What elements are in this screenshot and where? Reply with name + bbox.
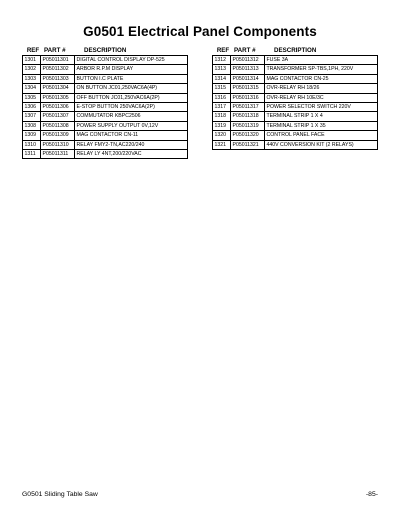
cell-part-number: P05011317 [231,103,265,112]
cell-ref: 1303 [23,74,41,83]
table-row [213,103,378,112]
cell-description: TERMINAL STRIP 1 X 35 [265,121,378,130]
header-ref: REF [26,47,40,54]
cell-description: POWER SUPPLY OUTPUT 0V,12V [75,121,188,130]
cell-part-number: P05011309 [41,131,75,140]
cell-part-number: P05011308 [41,121,75,130]
table-row [23,150,188,159]
cell-ref: 1318 [213,112,231,121]
cell-ref: 1307 [23,112,41,121]
cell-part-number: P05011310 [41,140,75,149]
cell-description: OFF BUTTON JC01,250VAC6A(2P) [75,93,188,102]
cell-description: DIGITAL CONTROL DISPLAY DP-525 [75,56,188,65]
cell-description: MAG CONTACTOR CN-11 [75,131,188,140]
cell-part-number: P05011319 [231,121,265,130]
cell-ref: 1309 [23,131,41,140]
cell-part-number: P05011307 [41,112,75,121]
cell-description: E-STOP BUTTON 250VAC6A(2P) [75,103,188,112]
table-row [213,140,378,149]
header-part: PART # [234,47,256,54]
cell-part-number: P05011311 [41,150,75,159]
cell-description: 440V CONVERSION KIT (2 RELAYS) [265,140,378,149]
cell-description: FUSE 3A [265,56,378,65]
cell-description: TERMINAL STRIP 1 X 4 [265,112,378,121]
cell-part-number: P05011320 [231,131,265,140]
cell-part-number: P05011315 [231,84,265,93]
footer-page-number: -85- [365,491,378,498]
table-row [23,131,188,140]
page-title: G0501 Electrical Panel Components [83,24,317,39]
cell-ref: 1320 [213,131,231,140]
header-description: DESCRIPTION [84,47,127,54]
cell-part-number: P05011316 [231,93,265,102]
table-header [22,44,188,55]
header-part: PART # [44,47,66,54]
cell-part-number: P05011302 [41,65,75,74]
table-row [23,84,188,93]
cell-ref: 1316 [213,93,231,102]
cell-ref: 1310 [23,140,41,149]
table-header [212,44,378,55]
cell-part-number: P05011303 [41,74,75,83]
cell-description: CONTROL PANEL FACE [265,131,378,140]
table-row [213,112,378,121]
table-row [23,121,188,130]
header-description: DESCRIPTION [274,47,317,54]
table-row [23,140,188,149]
cell-ref: 1301 [23,56,41,65]
cell-part-number: P05011301 [41,56,75,65]
cell-ref: 1306 [23,103,41,112]
parts-table-left [22,44,188,159]
cell-ref: 1315 [213,84,231,93]
cell-ref: 1302 [23,65,41,74]
cell-description: COMMUTATOR KBPC2506 [75,112,188,121]
cell-part-number: P05011305 [41,93,75,102]
table-row [213,56,378,65]
cell-description: ARBOR R.P.M DISPLAY [75,65,188,74]
cell-part-number: P05011318 [231,112,265,121]
table-row [213,65,378,74]
parts-table-right [212,44,378,150]
cell-part-number: P05011313 [231,65,265,74]
table-row [213,93,378,102]
cell-part-number: P05011312 [231,56,265,65]
table-row [213,121,378,130]
cell-description: RELAY FMY2-TN,AC220/240 [75,140,188,149]
cell-ref: 1319 [213,121,231,130]
table-row [23,65,188,74]
cell-description: TRANSFORMER SP-TBS,1PH, 220V [265,65,378,74]
cell-ref: 1321 [213,140,231,149]
cell-part-number: P05011304 [41,84,75,93]
cell-part-number: P05011306 [41,103,75,112]
cell-ref: 1314 [213,74,231,83]
cell-part-number: P05011314 [231,74,265,83]
cell-ref: 1312 [213,56,231,65]
cell-ref: 1304 [23,84,41,93]
header-ref: REF [216,47,230,54]
cell-description: OVR-RELAY RH 18/26 [265,84,378,93]
table-row [23,74,188,83]
cell-description: OVR-RELAY RH 10E/3C [265,93,378,102]
cell-description: MAG CONTACTOR CN-25 [265,74,378,83]
cell-ref: 1308 [23,121,41,130]
cell-ref: 1305 [23,93,41,102]
table-row [213,131,378,140]
cell-description: ON BUTTON JC01,250VAC6A(4P) [75,84,188,93]
cell-ref: 1313 [213,65,231,74]
footer-model: G0501 Sliding Table Saw [22,491,98,498]
cell-description: BUTTON I.C PLATE [75,74,188,83]
cell-ref: 1311 [23,150,41,159]
table-row [213,84,378,93]
cell-ref: 1317 [213,103,231,112]
table-row [23,103,188,112]
table-row [23,112,188,121]
table-row [23,56,188,65]
cell-description: RELAY LY 4NT,200/220VAC [75,150,188,159]
table-row [213,74,378,83]
table-row [23,93,188,102]
cell-part-number: P05011321 [231,140,265,149]
cell-description: POWER SELECTOR SWITCH 220V [265,103,378,112]
